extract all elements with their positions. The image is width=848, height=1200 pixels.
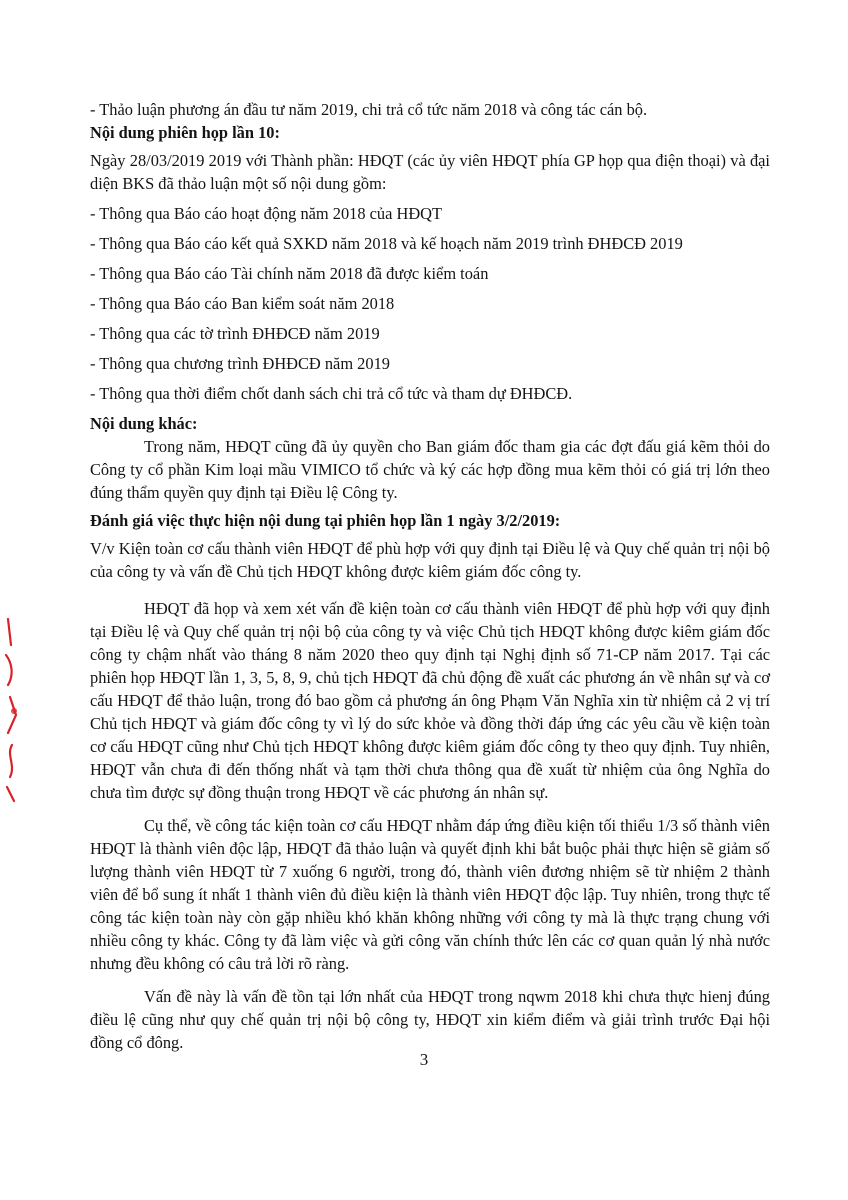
evaluation-subject: V/v Kiện toàn cơ cấu thành viên HĐQT để phù hợp với quy định tại Điều lệ và Quy chế quản trị nội bộ của công ty và vấn đề Chủ tịch HĐQT không được kiêm giám đốc công ty. xyxy=(90,539,770,581)
meeting-10-list xyxy=(90,202,770,405)
red-stamp-mark xyxy=(2,615,24,805)
list-item: - Thông qua thời điểm chốt danh sách chi trả cổ tức và tham dự ĐHĐCĐ. xyxy=(90,384,573,403)
document-body xyxy=(90,98,770,1054)
evaluation-paragraph-3: Vấn đề này là vấn đề tồn tại lớn nhất của HĐQT trong nqwm 2018 khi chưa thực hienj đúng điều lệ cũng như quy chế quản trị nội bộ công ty, HĐQT xin kiểm điểm và giải trình trước Đại hội đồng cổ đông. xyxy=(90,987,770,1052)
list-item: - Thông qua Báo cáo Tài chính năm 2018 đã được kiểm toán xyxy=(90,264,489,283)
evaluation-paragraph-2: Cụ thể, về công tác kiện toàn cơ cấu HĐQT nhằm đáp ứng điều kiện tối thiểu 1/3 số thành viên HĐQT là thành viên độc lập, HĐQT đã thảo luận và quyết định khi bắt buộc phải thực hiện sẽ giảm số lượng thành viên HĐQT từ 7 xuống 6 người, trong đó, thành viên đương nhiệm sẽ từ nhiệm 2 thành viên để bổ sung ít nhất 1 thành viên đủ điều kiện là thành viên HĐQT độc lập. Tuy nhiên, trong thực tế công tác kiện toàn này còn gặp nhiều khó khăn không những với công ty mà là thực trạng chung với nhiều công ty khác. Công ty đã làm việc và gửi công văn chính thức lên các cơ quan quản lý nhà nước nhưng đều không có câu trả lời rõ ràng. xyxy=(90,816,770,973)
list-item: - Thông qua các tờ trình ĐHĐCĐ năm 2019 xyxy=(90,324,380,343)
heading-other-content: Nội dung khác: xyxy=(90,414,198,433)
list-item: - Thông qua Báo cáo hoạt động năm 2018 của HĐQT xyxy=(90,204,443,223)
list-item: - Thông qua Báo cáo Ban kiểm soát năm 2018 xyxy=(90,294,395,313)
evaluation-paragraph-1: HĐQT đã họp và xem xét vấn đề kiện toàn cơ cấu thành viên HĐQT để phù hợp với quy định tại Điều lệ và Quy chế quản trị nội bộ của công ty và việc Chủ tịch HĐQT không được kiêm giám đốc công ty chậm nhất vào tháng 8 năm 2020 theo quy định tại Nghị định số 71-CP năm 2017. Tại các phiên họp HĐQT lần 1, 3, 5, 8, 9, chủ tịch HĐQT đã chủ động đề xuất các phương án về nhân sự và cơ cấu HĐQT để thảo luận, trong đó bao gồm cả phương án ông Phạm Văn Nghĩa xin từ nhiệm cả 2 vị trí Chủ tịch HĐQT và giám đốc công ty vì lý do sức khỏe và đồng thời đáp ứng các yêu cầu về kiện toàn cơ cấu HĐQT cũng như Chủ tịch HĐQT không được kiêm giám đốc công ty theo quy định. Tuy nhiên, HĐQT vẫn chưa đi đến thống nhất và tạm thời chưa thông qua đề xuất từ nhiệm của ông Nghĩa do chưa tìm được sự đồng thuận trong HĐQT về các phương án nhân sự. xyxy=(90,599,770,802)
heading-evaluation: Đánh giá việc thực hiện nội dung tại phiên họp lần 1 ngày 3/2/2019: xyxy=(90,511,561,530)
list-item: - Thông qua chương trình ĐHĐCĐ năm 2019 xyxy=(90,354,390,373)
meeting-10-intro: Ngày 28/03/2019 2019 với Thành phần: HĐQT (các ủy viên HĐQT phía GP họp qua điện thoại) và đại diện BKS đã thảo luận một số nội dung gồm: xyxy=(90,151,770,193)
other-content-paragraph: Trong năm, HĐQT cũng đã ủy quyền cho Ban giám đốc tham gia các đợt đấu giá kẽm thỏi do Công ty cổ phần Kim loại mầu VIMICO tổ chức và ký các hợp đồng mua kẽm thỏi có giá trị lớn theo đúng thẩm quyền quy định tại Điều lệ Công ty. xyxy=(90,437,770,502)
list-item: - Thông qua Báo cáo kết quả SXKD năm 2018 và kế hoạch năm 2019 trình ĐHĐCĐ 2019 xyxy=(90,234,683,253)
heading-meeting-10: Nội dung phiên họp lần 10: xyxy=(90,123,280,142)
page-number: 3 xyxy=(419,1050,429,1069)
intro-line: - Thảo luận phương án đầu tư năm 2019, chi trả cổ tức năm 2018 và công tác cán bộ. xyxy=(90,100,648,119)
